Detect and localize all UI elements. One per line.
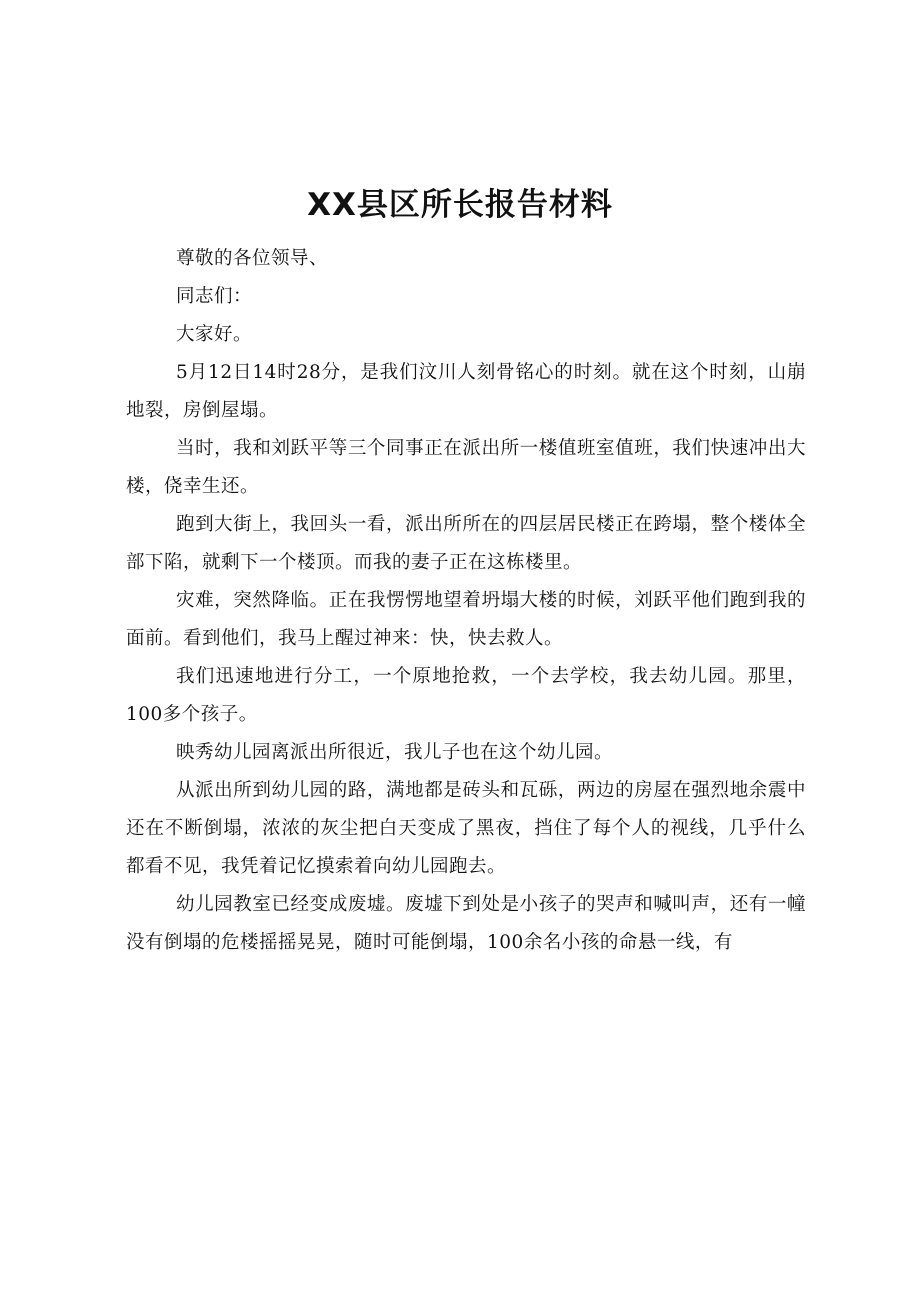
document-body xyxy=(126,240,806,962)
paragraph: 当时，我和刘跃平等三个同事正在派出所一楼值班室值班，我们快速冲出大楼，侥幸生还。 xyxy=(126,438,806,497)
paragraph: 尊敬的各位领导、 xyxy=(176,248,329,269)
paragraph: 映秀幼儿园离派出所很近，我儿子也在这个幼儿园。 xyxy=(176,742,614,763)
document-title: XX县区所长报告材料 xyxy=(307,187,613,223)
paragraph: 跑到大街上，我回头一看，派出所所在的四层居民楼正在跨塌，整个楼体全部下陷，就剩下一个楼顶。而我的妻子正在这栋楼里。 xyxy=(126,514,806,573)
paragraph: 灾难，突然降临。正在我愣愣地望着坍塌大楼的时候，刘跃平他们跑到我的面前。看到他们，我马上醒过神来：快，快去救人。 xyxy=(126,590,806,649)
paragraph: 我们迅速地进行分工，一个原地抢救，一个去学校，我去幼儿园。那里，100多个孩子。 xyxy=(126,666,806,725)
paragraph: 大家好。 xyxy=(176,324,253,345)
paragraph: 5月12日14时28分，是我们汶川人刻骨铭心的时刻。就在这个时刻，山崩地裂，房倒屋塌。 xyxy=(126,362,806,421)
paragraph: 同志们： xyxy=(176,286,253,307)
paragraph: 从派出所到幼儿园的路，满地都是砖头和瓦砾，两边的房屋在强烈地余震中还在不断倒塌，浓浓的灰尘把白天变成了黑夜，挡住了每个人的视线，几乎什么都看不见，我凭着记忆摸索着向幼儿园跑去。 xyxy=(126,780,806,877)
paragraph: 幼儿园教室已经变成废墟。废墟下到处是小孩子的哭声和喊叫声，还有一幢没有倒塌的危楼摇摇晃晃，随时可能倒塌，100余名小孩的命悬一线，有 xyxy=(126,894,806,953)
